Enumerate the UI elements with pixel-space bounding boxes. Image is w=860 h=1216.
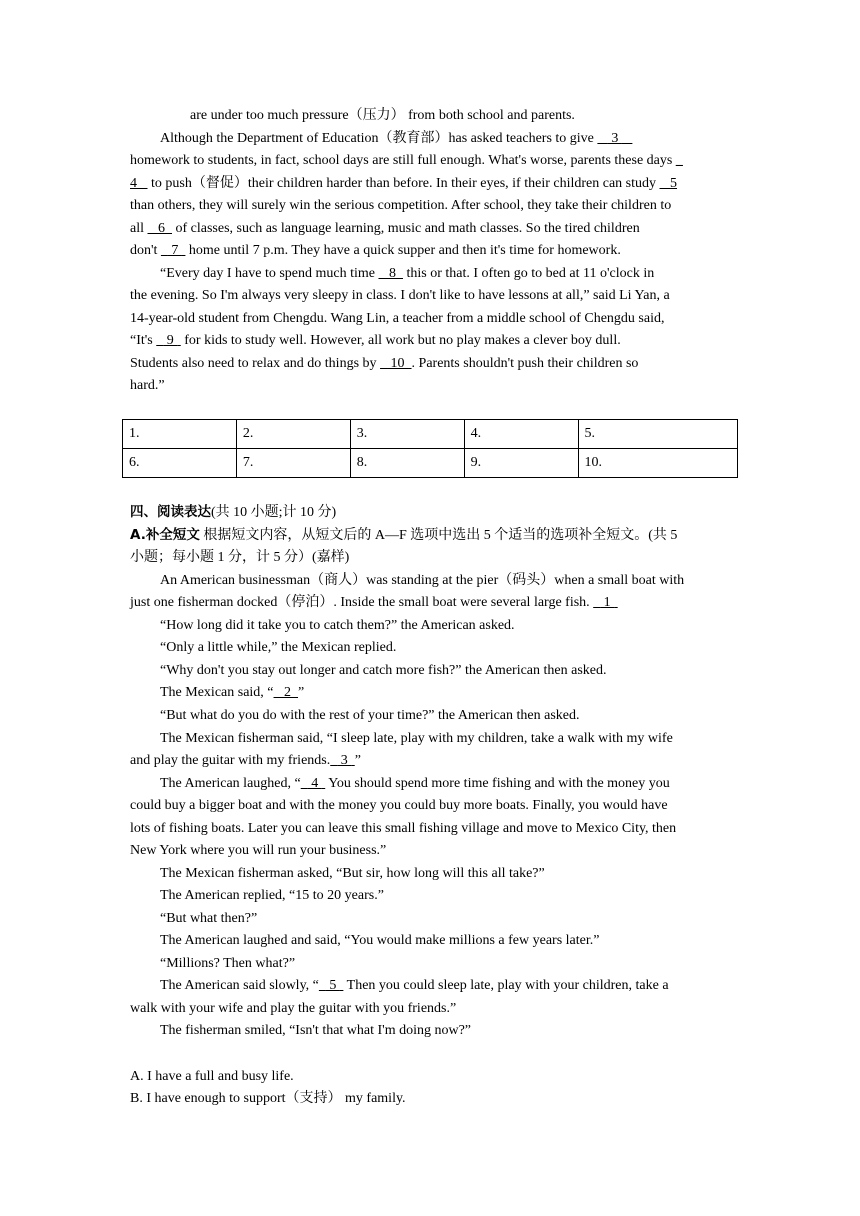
answer-cell[interactable]: 8. (350, 449, 464, 478)
passage-line: “But what then?” (160, 911, 258, 926)
blank-9: 9 (163, 333, 178, 348)
blank-6: 6 (154, 221, 169, 236)
blank-5: 5 (325, 978, 340, 993)
passage-line: “Only a little while,” the Mexican replied. (160, 640, 397, 655)
passage-line: The Mexican fisherman asked, “But sir, how long will this all take?” (160, 866, 545, 881)
passage-line: could buy a bigger boat and with the money you could buy more boats. Finally, you would have (130, 798, 668, 813)
answer-cell[interactable]: 4. (464, 420, 578, 449)
passage-line: than others, they will surely win the serious competition. After school, they take their children to (130, 198, 672, 213)
passage-line: all 6 of classes, such as language learning, music and math classes. So the tired children (130, 221, 640, 236)
passage-line: hard.” (130, 378, 165, 393)
passage-line: The Mexican said, “ 2 ” (160, 685, 305, 700)
instructions: A.补全短文 根据短文内容，从短文后的 A—F 选项中选出 5 个适当的选项补全短文。(共 5 (130, 527, 678, 543)
passage-line: 14-year-old student from Chengdu. Wang Lin, a teacher from a middle school of Chengdu said, (130, 311, 665, 326)
passage-line: “Millions? Then what?” (160, 956, 296, 971)
instructions: 小题；每小题 1 分，计 5 分）(嘉样) (130, 550, 350, 565)
table-row (123, 420, 738, 449)
answer-cell[interactable]: 6. (123, 449, 237, 478)
passage-line: The Mexican fisherman said, “I sleep late, play with my children, take a walk with my wife (160, 731, 673, 746)
passage-line: The fisherman smiled, “Isn't that what I'm doing now?” (160, 1023, 472, 1038)
answer-cell[interactable]: 5. (578, 420, 738, 449)
passage-line: The American replied, “15 to 20 years.” (160, 888, 384, 903)
passage-line: Students also need to relax and do things by 10 . Parents shouldn't push their children so (130, 356, 639, 371)
blank-4: 4 (130, 176, 137, 191)
answer-cell[interactable]: 10. (578, 449, 738, 478)
passage-line: walk with your wife and play the guitar with you friends.” (130, 1001, 457, 1016)
passage-line: “But what do you do with the rest of your time?” the American then asked. (160, 708, 580, 723)
passage-line: don't 7 home until 7 p.m. They have a quick supper and then it's time for homework. (130, 243, 621, 258)
passage-line: The American said slowly, “ 5 Then you could sleep late, play with your children, take a (160, 978, 669, 993)
answer-table (122, 419, 738, 478)
passage-line: An American businessman（商人）was standing at the pier（码头）when a small boat with (160, 573, 685, 588)
passage-line: “Why don't you stay out longer and catch more fish?” the American then asked. (160, 663, 607, 678)
answer-cell[interactable]: 1. (123, 420, 237, 449)
blank-8: 8 (385, 266, 400, 281)
passage-line: lots of fishing boats. Later you can leave this small fishing village and move to Mexico City, then (130, 821, 677, 836)
passage-line: “How long did it take you to catch them?” the American asked. (160, 618, 515, 633)
passage-line: 4 to push（督促）their children harder than before. In their eyes, if their children can study 5 (130, 176, 678, 191)
passage-line: New York where you will run your business.” (130, 843, 387, 858)
blank-10: 10 (387, 356, 409, 371)
blank-2: 2 (280, 685, 295, 700)
table-row (123, 449, 738, 478)
blank-3: 3 (607, 131, 622, 146)
passage-line: just one fisherman docked（停泊）. Inside the small boat were several large fish. 1 (130, 592, 618, 614)
passage-line: the evening. So I'm always very sleepy in class. I don't like to have lessons at all,” said Li Yan, a (130, 288, 670, 303)
blank-5: 5 (670, 176, 678, 191)
passage-line: are under too much pressure（压力） from both school and parents. (190, 108, 575, 123)
passage-line: “It's 9 for kids to study well. However, all work but no play makes a clever boy dull. (130, 333, 621, 348)
blank-1: 1 (600, 595, 615, 610)
section-heading: 四、阅读表达(共 10 小题;计 10 分) (130, 504, 337, 520)
answer-cell[interactable]: 3. (350, 420, 464, 449)
answer-cell[interactable]: 9. (464, 449, 578, 478)
passage-line: and play the guitar with my friends. 3 ” (130, 753, 361, 768)
passage-line: Although the Department of Education（教育部）has asked teachers to give 3 (160, 128, 632, 150)
option-b: B. I have enough to support（支持） my family. (130, 1091, 406, 1106)
option-a: A. I have a full and busy life. (130, 1069, 294, 1084)
passage-line: The American laughed, “ 4 You should spend more time fishing and with the money you (160, 776, 670, 791)
blank-3: 3 (337, 753, 352, 768)
blank-7: 7 (167, 243, 182, 258)
blank-4-start: _ (675, 153, 683, 168)
passage-line: “Every day I have to spend much time 8 this or that. I often go to bed at 11 o'clock in (160, 266, 655, 281)
blank-4: 4 (307, 776, 322, 791)
passage-line: The American laughed and said, “You would make millions a few years later.” (160, 933, 600, 948)
passage-line: homework to students, in fact, school days are still full enough. What's worse, parents these days _ (130, 153, 683, 168)
answer-cell[interactable]: 2. (236, 420, 350, 449)
answer-cell[interactable]: 7. (236, 449, 350, 478)
